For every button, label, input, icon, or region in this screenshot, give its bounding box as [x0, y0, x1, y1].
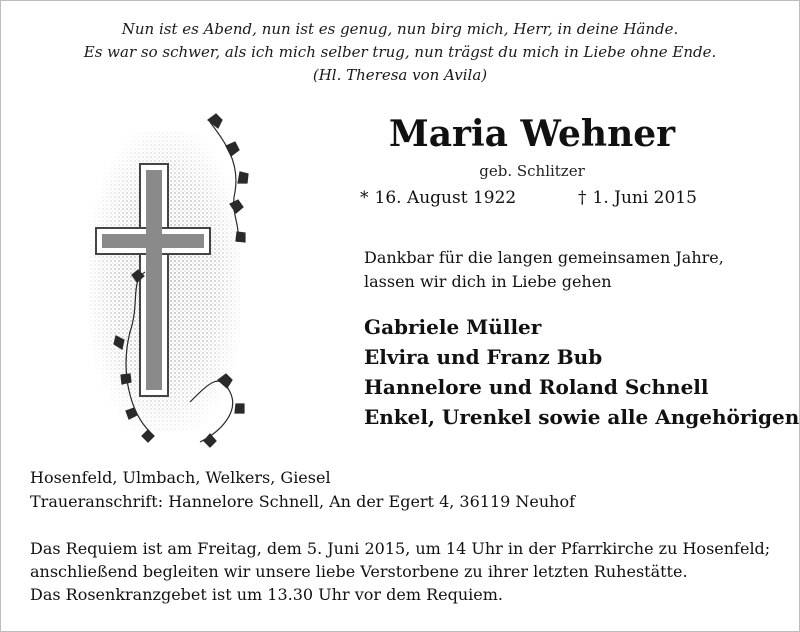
service-details — [30, 537, 770, 606]
birth-star-icon: * — [360, 188, 369, 208]
death-date-group — [578, 188, 697, 208]
service-line-1: Das Requiem ist am Freitag, dem 5. Juni 2015, um 14 Uhr in der Pfarrkirche zu Hosenfeld; — [30, 539, 771, 558]
memorial-quote — [0, 18, 800, 87]
birth-name: geb. Schlitzer — [479, 162, 585, 180]
death-dagger-icon: † — [578, 188, 587, 208]
thanks-line-1: Dankbar für die langen gemeinsamen Jahre, — [364, 248, 724, 267]
mourner-item: Gabriele Müller — [364, 315, 542, 339]
deceased-name: Maria Wehner — [388, 113, 676, 155]
quote-line-1: Nun ist es Abend, nun ist es genug, nun birg mich, Herr, in deine Hände. — [121, 20, 679, 38]
service-line-3: Das Rosenkranzgebet ist um 13.30 Uhr vor dem Requiem. — [30, 585, 503, 604]
mourner-item: Hannelore und Roland Schnell — [364, 375, 709, 399]
life-dates — [360, 188, 720, 212]
mourner-item: Elvira und Franz Bub — [364, 345, 603, 369]
locations: Hosenfeld, Ulmbach, Welkers, Giesel — [30, 468, 331, 487]
cross-icon — [90, 112, 280, 452]
quote-attribution: (Hl. Theresa von Avila) — [312, 66, 488, 84]
birth-date-group — [360, 188, 516, 208]
thanks-text — [364, 246, 724, 294]
mourner-item: Enkel, Urenkel sowie alle Angehörigen — [364, 405, 800, 429]
death-date: 1. Juni 2015 — [592, 188, 697, 208]
quote-line-2: Es war so schwer, als ich mich selber trug, nun trägst du mich in Liebe ohne Ende. — [83, 43, 717, 61]
service-line-2: anschließend begleiten wir unsere liebe Verstorbene zu ihrer letzten Ruhestätte. — [30, 562, 688, 581]
mourners-list — [364, 312, 799, 432]
mourning-address: Traueranschrift: Hannelore Schnell, An der Egert 4, 36119 Neuhof — [30, 492, 576, 511]
birth-date: 16. August 1922 — [374, 188, 517, 208]
thanks-line-2: lassen wir dich in Liebe gehen — [364, 272, 612, 291]
